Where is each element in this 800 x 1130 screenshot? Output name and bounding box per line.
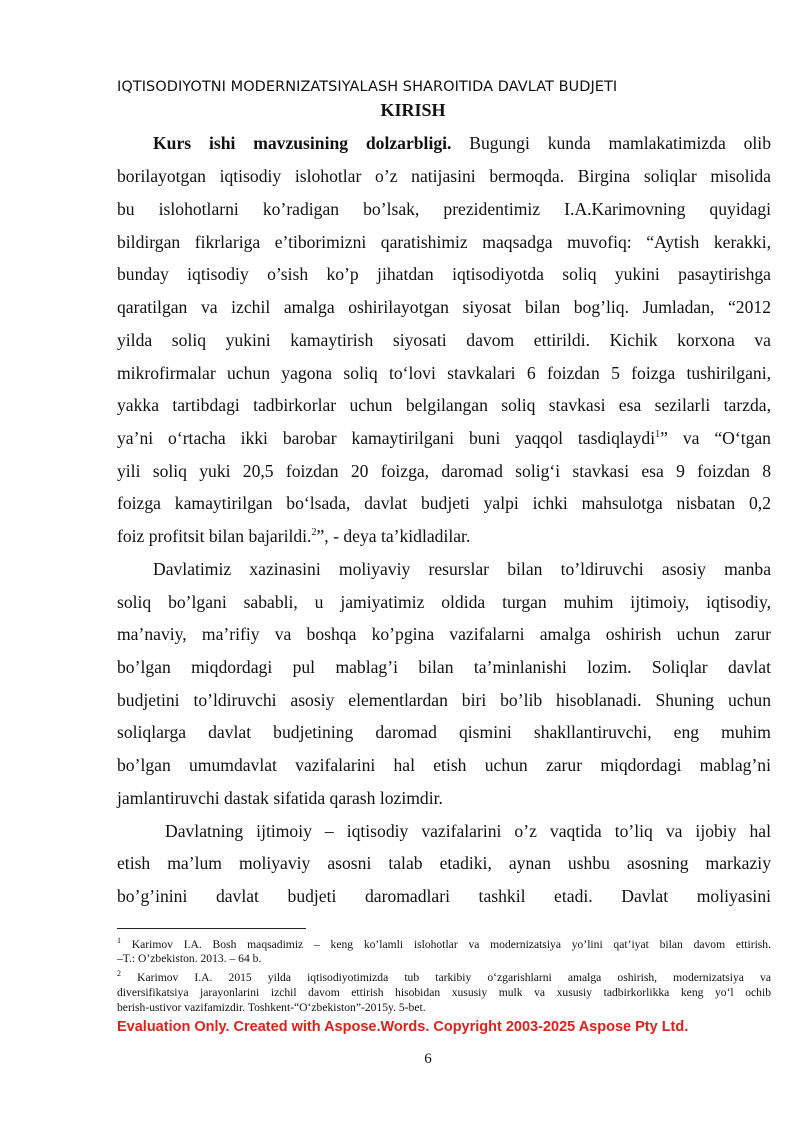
body-line: yilda soliq yukini kamaytirish siyosati davom ettirildi. Kichik korxona va: [117, 330, 771, 350]
body-line: Davlatimiz xazinasini moliyaviy resurslar bilan to’ldiruvchi asosiy manba: [153, 559, 771, 579]
section-title: KIRISH: [380, 100, 446, 120]
body-line: foiz profitsit bilan bajarildi.$^2$”, - deya ta’kidladilar.: [117, 526, 471, 546]
footnote-mark-2: 2: [117, 969, 121, 979]
page-number: 6: [424, 1051, 432, 1067]
body-line: qaratilgan va izchil amalga oshirilayotgan siyosat bilan bog’liq. Jumladan, “2012: [117, 297, 771, 317]
footnote-ref-1[interactable]: 1: [655, 429, 661, 441]
footnote-2-cont: berish-ustivor vazifamizdir. Toshkent-“O‘zbekiston”-2015y. 5-bet.: [117, 1001, 426, 1014]
body-line: bo’lgan miqdordagi pul mablag’i bilan ta’minlanishi lozim. Soliqlar davlat: [117, 657, 771, 677]
evaluation-watermark: Evaluation Only. Created with Aspose.Words. Copyright 2003-2025 Aspose Pty Ltd.: [117, 1019, 689, 1035]
body-line: mikrofirmalar uchun yagona soliq to‘lovi stavkalari 6 foizdan 5 foizga tushirilgani,: [117, 363, 771, 383]
body-line: bu islohotlarni ko’radigan bo’lsak, prezidentimiz I.A.Karimovning quyidagi: [117, 199, 771, 219]
footnote-1-cont: –T.: O’zbekiston. 2013. – 64 b.: [117, 952, 262, 965]
body-line: ya’ni o‘rtacha ikki barobar kamaytirilgani buni yaqqol tasdiqlaydi$^1$” va “O‘tgan: [117, 428, 771, 448]
body-line: bo’g’inini davlat budjeti daromadlari tashkil etadi. Davlat moliyasini: [117, 886, 771, 906]
body-line: foizga kamaytirilgan bo‘lsada, davlat budjeti yalpi ichki mahsulotga nisbatan 0,2: [117, 493, 771, 513]
paragraph-lead: Kurs ishi mavzusining dolzarbligi.: [153, 133, 452, 153]
body-line: borilayotgan iqtisodiy islohotlar o’z natijasini bermoqda. Birgina soliqlar misolida: [117, 166, 771, 186]
body-line: bildirgan fikrlariga e’tiborimizni qaratishimiz maqsadga muvofiq: “Aytish kerakki,: [117, 232, 771, 252]
running-header: IQTISODIYOTNI MODERNIZATSIYALASH SHAROITIDA DAVLAT BUDJETI: [117, 79, 618, 95]
footnote-ref-2[interactable]: 2: [311, 527, 317, 539]
body-line: bunday iqtisodiy o’sish ko’p jihatdan iqtisodiyotda soliq yukini pasaytirishga: [117, 264, 771, 284]
body-line: etish ma’lum moliyaviy asosni talab etadiki, aynan ushbu asosning markaziy: [117, 853, 771, 873]
body-line: yili soliq yuki 20,5 foizdan 20 foizga, daromad solig‘i stavkasi esa 9 foizdan 8: [117, 461, 771, 481]
body-line: Kurs ishi mavzusining dolzarbligi. Bugungi kunda mamlakatimizda olib: [153, 133, 771, 153]
body-line: yakka tartibdagi tadbirkorlar uchun belgilangan soliq stavkasi esa sezilarli tarzda,: [117, 395, 771, 415]
footnote-mark-1: 1: [117, 936, 121, 946]
body-line: jamlantiruvchi dastak sifatida qarash lozimdir.: [117, 788, 443, 808]
body-line: bo’lgan umumdavlat vazifalarini hal etish uchun zarur miqdordagi mablag’ni: [117, 755, 771, 775]
footnote-2: $^2$ Karimov I.A. 2015 yilda iqtisodiyotimizda tub tarkibiy o‘zgarishlarni amalga oshirish, modernizatsiya va: [117, 969, 771, 984]
footnote-2-cont: diversifikatsiya jarayonlarini izchil davom ettirish hisobidan xususiy mulk va xususiy tadbirkorlikka keng yo‘l ochib: [117, 986, 771, 999]
body-line: soliq bo’lgani sababli, u jamiyatimiz oldida turgan muhim ijtimoiy, iqtisodiy,: [117, 592, 771, 612]
body-line: budjetini to’ldiruvchi asosiy elementlardan biri bo’lib hisoblanadi. Shuning uchun: [117, 690, 771, 710]
body-line: Davlatning ijtimoiy – iqtisodiy vazifalarini o’z vaqtida to’liq va ijobiy hal: [165, 821, 771, 841]
footnote-separator: [117, 928, 306, 929]
footnote-1: $^1$ Karimov I.A. Bosh maqsadimiz – keng ko’lamli islohotlar va modernizatsiya yo’lini qat’iyat bilan davom ettirish.: [117, 936, 771, 951]
body-line: soliqlarga davlat budjetining daromad qismini shakllantiruvchi, eng muhim: [117, 722, 771, 742]
body-line: ma’naviy, ma’rifiy va boshqa ko’pgina vazifalarni amalga oshirish uchun zarur: [117, 624, 771, 644]
